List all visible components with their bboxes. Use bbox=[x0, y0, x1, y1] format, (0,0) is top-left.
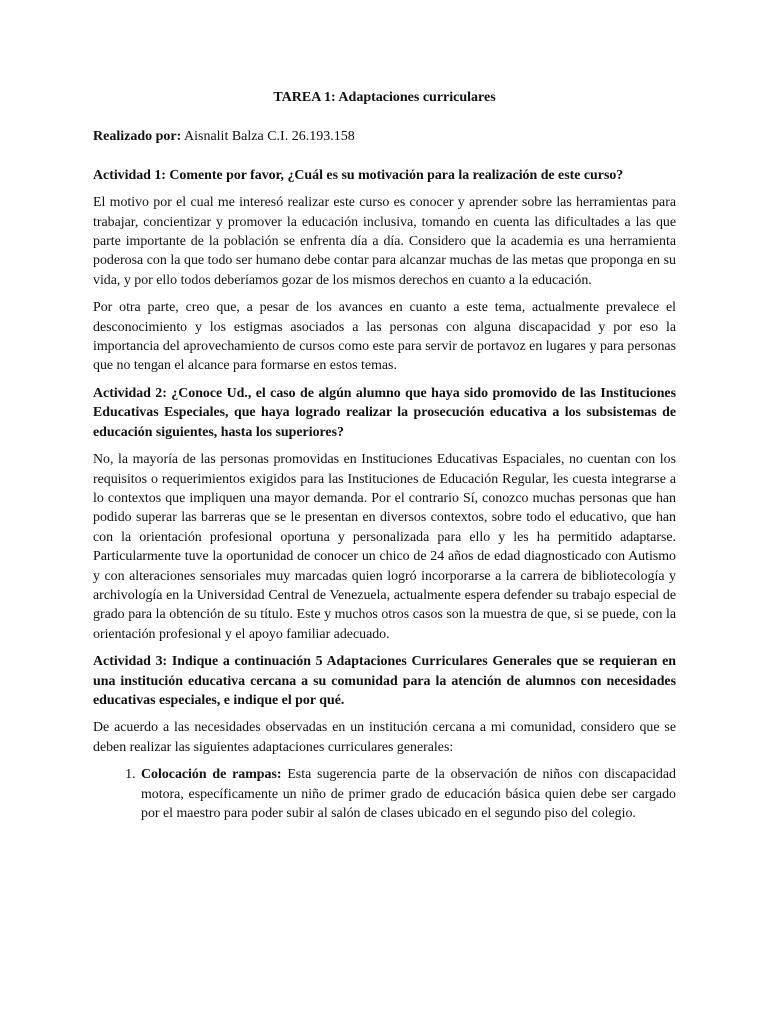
activity2-question: Actividad 2: ¿Conoce Ud., el caso de algún alumno que haya sido promovido de las Instituciones Educativas Especiales, que haya logrado realizar la prosecución educativa a los subsistemas de educación siguientes, hasta los superiores? bbox=[93, 385, 676, 440]
list-item-text: Esta sugerencia parte de la observación de niños con discapacidad motora, específicamente un niño de primer grado de educación básica quien debe ser cargado por el maestro para poder subir al salón de clases ubicado en el segundo piso del colegio. bbox=[141, 767, 676, 821]
adaptations-list bbox=[93, 765, 676, 823]
document-title: TAREA 1: Adaptaciones curriculares bbox=[273, 90, 496, 105]
author-label: Realizado por: bbox=[93, 129, 182, 145]
list-item-term: Colocación de rampas: bbox=[141, 767, 282, 783]
activity3-question: Actividad 3: Indique a continuación 5 Adaptaciones Curriculares Generales que se requieran en una institución educativa cercana a su comunidad para la atención de alumnos con necesidades educativas especiales, e indique el por qué. bbox=[93, 654, 676, 708]
activity1-paragraph-2: Por otra parte, creo que, a pesar de los avances en cuanto a este tema, actualmente prevalece el desconocimiento y los estigmas asociados a las personas con alguna discapacidad y por eso la importancia del aprovechamiento de cursos como este para servir de portavoz en lugares y para personas que no tengan el alcance para formarse en estos temas. bbox=[93, 300, 676, 374]
author-line bbox=[93, 127, 676, 146]
activity1-question: Actividad 1: Comente por favor, ¿Cuál es su motivación para la realización de este curso? bbox=[93, 167, 624, 183]
author-value: Aisnalit Balza C.I. 26.193.158 bbox=[184, 129, 355, 145]
list-item bbox=[139, 765, 676, 823]
activity2-paragraph-1: No, la mayoría de las personas promovidas en Instituciones Educativas Espaciales, no cuentan con los requisitos o requerimientos exigidos para las Instituciones de Educación Regular, les cuesta integrarse a lo contextos que impliquen una mayor demanda. Por el contrario Sí, conozco muchas personas que han podido superar las barreras que se le presentan en diversos contextos, sobre todo el educativo, que han con la orientación profesional oportuna y personalizada para ello y les ha permitido adaptarse. Particularmente tuve la oportunidad de conocer un chico de 24 años de edad diagnosticado con Autismo y con alteraciones sensoriales muy marcadas quien logró incorporarse a la carrera de bibliotecología y archivología en la Universidad Central de Venezuela, actualmente espera defender su trabajo especial de grado para la obtención de su título. Este y muchos otros casos son la muestra de que, si se puede, con la orientación profesional y el apoyo familiar adecuado. bbox=[93, 452, 676, 642]
activity1-paragraph-1: El motivo por el cual me interesó realizar este curso es conocer y aprender sobre las herramientas para trabajar, concientizar y promover la educación inclusiva, tomando en cuenta las dificultades a las que parte importante de la población se enfrenta día a día. Considero que la academia es una herramienta poderosa con la que todo ser humano debe contar para alcanzar muchas de las metas que proponga en su vida, y por ello todos deberíamos gozar de los mismos derechos en cuanto a la educación. bbox=[93, 195, 676, 288]
activity3-paragraph-1: De acuerdo a las necesidades observadas en un institución cercana a mi comunidad, considero que se deben realizar las siguientes adaptaciones curriculares generales: bbox=[93, 720, 676, 755]
